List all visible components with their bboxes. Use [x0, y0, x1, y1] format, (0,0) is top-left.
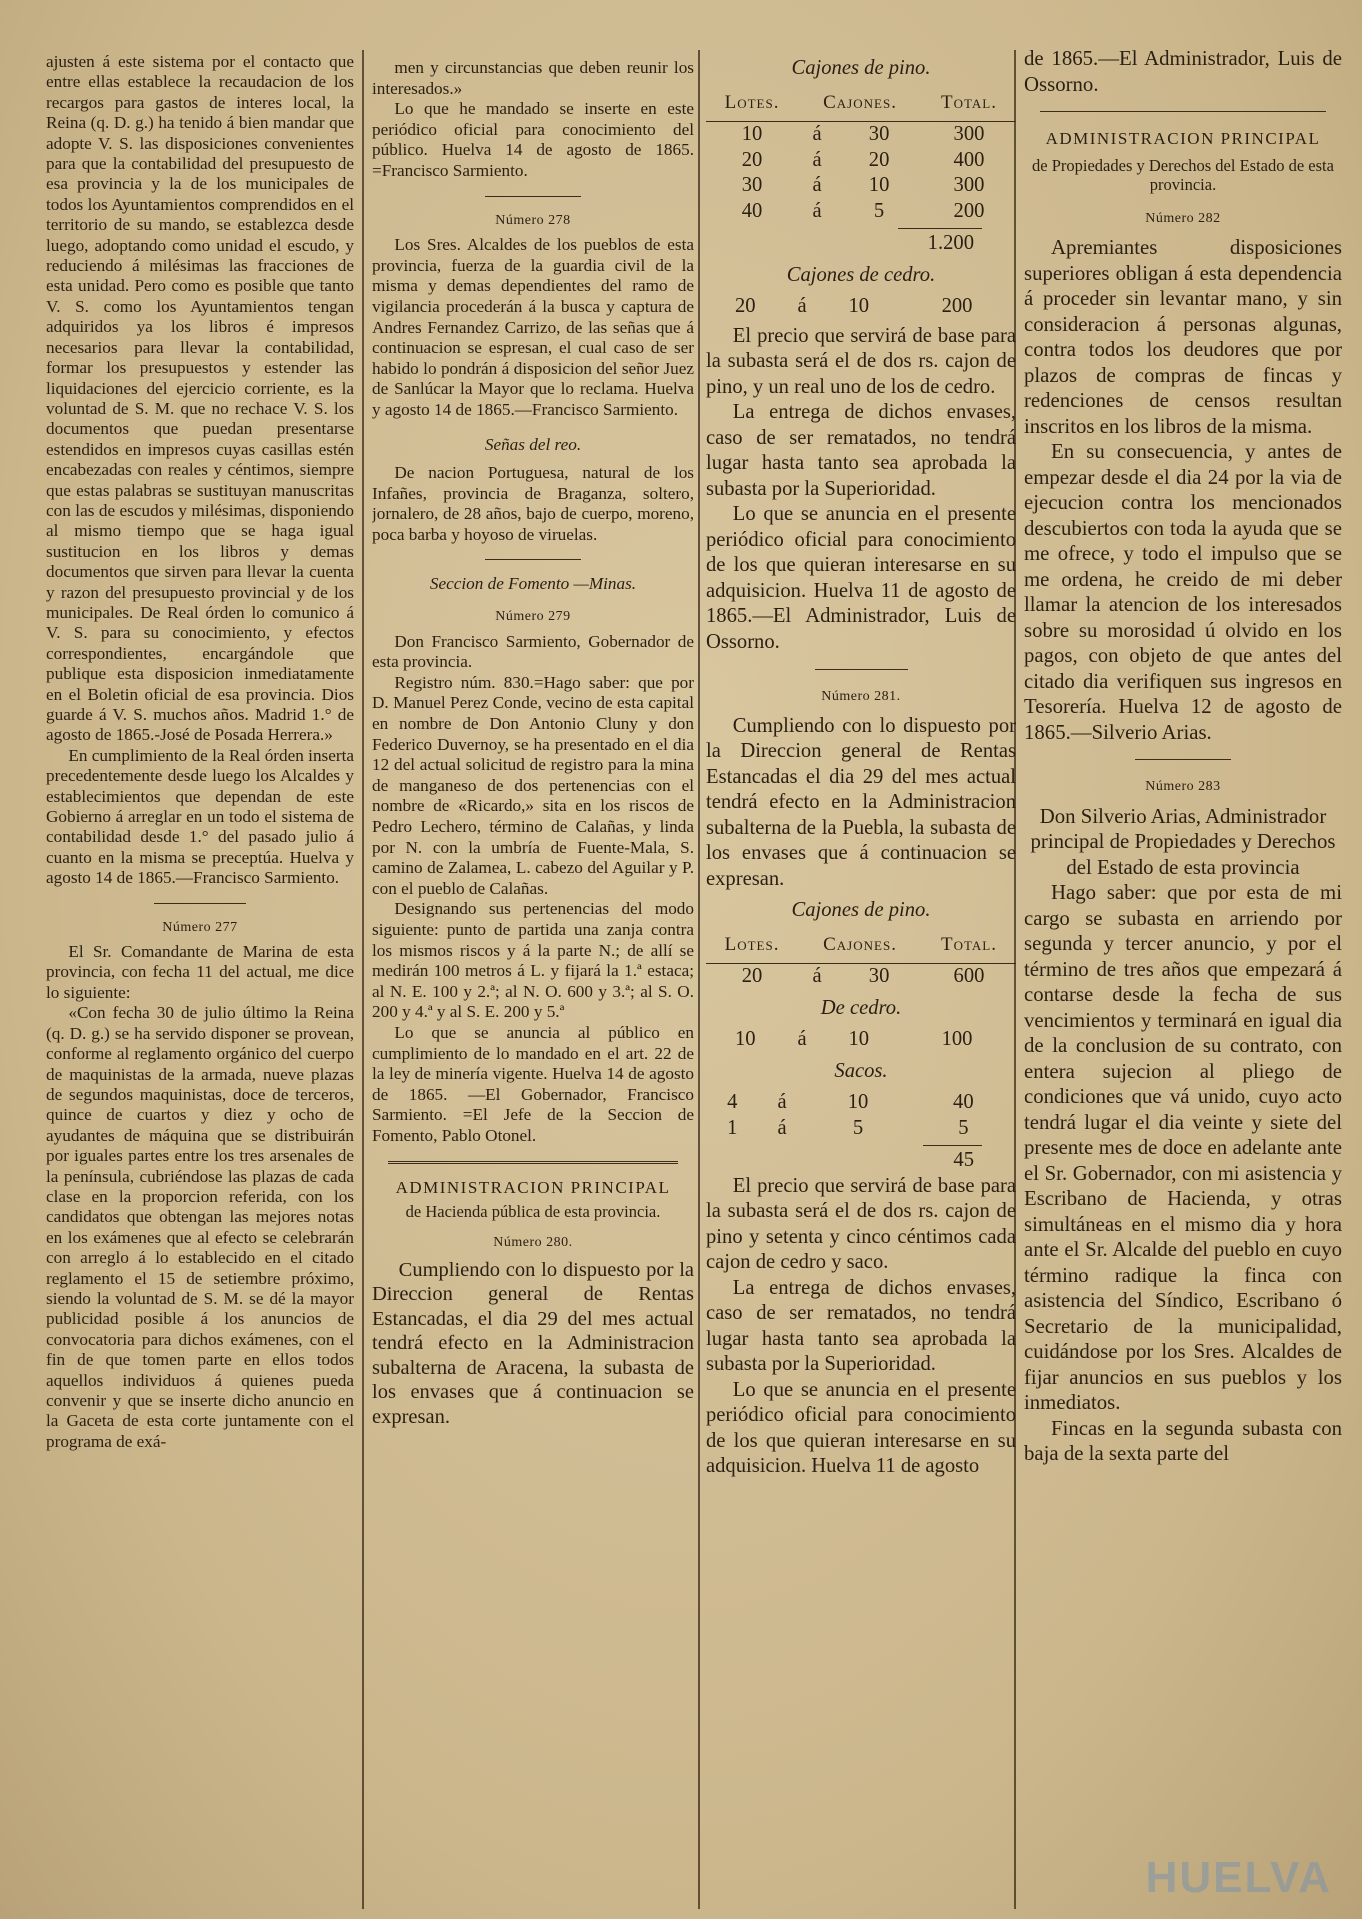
table-row — [706, 173, 1016, 199]
table-cell: 30 — [868, 123, 890, 145]
paragraph: Lo que se anuncia en el presente periódico oficial para conocimiento de los que quieran interesarse en su adquisicion. Huelva 11 de agosto — [706, 1378, 1016, 1477]
table-cell: á — [777, 1091, 787, 1113]
table-row — [706, 122, 1016, 148]
notice-number: Número 282 — [1145, 210, 1221, 226]
office-subheading: de Propiedades y Derechos del Estado de esta provincia. — [1032, 155, 1334, 194]
column-rule — [362, 50, 364, 1909]
column-header: Total. — [922, 88, 1016, 122]
table-cell: 600 — [953, 965, 985, 987]
table-cell: 30 — [868, 965, 890, 987]
paragraph: Hago saber: que por esta de mi cargo se subasta en arriendo por segunda y tercer anuncio, y por el término de tres años que empezará á contarse desde la fecha de sus vencimientos y terminará en igual dia de la conclusion de su contrato, con entera sujecion al pliego de condiciones que vá unido, cuyo acto tendrá lugar el dia veinte y siete del presente mes de doce en adelante ante el Sr. Gobernador, con mi asistencia y Escribano de Hacienda, y otras simultáneas en el mismo dia y hora ante el Sr. Alcalde del pueblo en cuyo término radique la finca con asistencia del Síndico, Escribano ó Secretario de la municipalidad, cuidándose por los Sres. Alcaldes de fijar anuncios en sus pueblos y los inmediatos. — [1024, 881, 1342, 1414]
column-header: Cajones. — [798, 88, 922, 122]
table-cell: 300 — [953, 123, 985, 145]
column-2 — [372, 58, 694, 1913]
column-header: Lotes. — [706, 88, 798, 122]
table-cell: 40 — [953, 1091, 974, 1113]
table-row — [706, 199, 1016, 225]
paragraph: Los Sres. Alcaldes de los pueblos de esta provincia, fuerza de la guardia civil de la misma y demas dependientes del ramo de vigilancia procederán á la busca y captura de Andres Fernandez Carrizo, de las señas que á continuacion se espresan, el cual caso de ser habido lo pondrán á disposicion del señor Juez de Sanlúcar la Mayor que lo reclama. Huelva y agosto 14 de 1865.—Francisco Sarmiento. — [372, 235, 694, 419]
section-heading: Señas del reo. — [484, 434, 582, 454]
paragraph: Don Silverio Arias, Administrador principal de Propiedades y Derechos del Estado de esta provincia — [1030, 804, 1336, 879]
office-heading: ADMINISTRACION PRINCIPAL — [395, 1177, 671, 1197]
table-cell: 1 — [727, 1116, 738, 1139]
table-title: Sacos. — [834, 1059, 888, 1082]
paragraph: En su consecuencia, y antes de empezar desde el dia 24 por la via de ejecucion contra los mencionados descubiertos con toda la ayuda que se me ofrece, y todo el impulso que se me ordena, he creido de mi deber llamar la atencion de los interesados sobre su morosidad ú olvido en los pagos, con objeto de que antes del citado dia verifiquen sus ingresos en Tesorería. Huelva 12 de agosto de 1865.—Silverio Arias. — [1024, 440, 1342, 744]
paragraph: Designando sus pertenencias del modo siguiente: punto de partida una zanja contra los mismos riscos y á la parte N.; de allí se medirán 100 metros á L. y fijará la 1.ª estaca; al N. E. 100 y 2.ª; al N. O. 600 y 3.ª; al S. O. 200 y 4.ª y al S. E. 200 y 5.ª — [372, 899, 694, 1022]
table-cell: 5 — [852, 1116, 864, 1139]
paragraph: En cumplimiento de la Real órden inserta precedentemente desde luego los Alcaldes y establecimientos que dependan de este Gobierno á arreglar en un todo el sistema de contabilidad desde 1.° del pasado julio á cuanto en la misma se preceptúa. Huelva y agosto 14 de 1865.—Francisco Sarmiento. — [46, 745, 354, 888]
separator — [485, 559, 582, 560]
table-cell: 40 — [741, 199, 763, 222]
table-cell: 20 — [868, 148, 890, 171]
table-row — [706, 148, 1016, 174]
table-cell: 100 — [941, 1028, 973, 1050]
column-rule — [698, 50, 700, 1909]
notice-number: Número 279 — [495, 609, 571, 625]
table-title: Cajones de pino. — [791, 57, 931, 79]
notice-number: Número 277 — [162, 919, 238, 935]
paragraph: Cumpliendo con lo dispuesto por la Direccion general de Rentas Estancadas, el dia 29 del mes actual tendrá efecto en la Administracion subalterna de Aracena, la subasta de los envases que á continuacion se expresan. — [372, 1258, 694, 1428]
table-cell: 400 — [953, 148, 985, 171]
notice-number: Número 278 — [495, 212, 571, 228]
paragraph: El precio que servirá de base para la subasta será el de dos rs. cajon de pino, y un real uno de los de cedro. — [706, 324, 1016, 398]
table-cell: 5 — [873, 199, 885, 222]
paragraph: Registro núm. 830.=Hago saber: que por D. Manuel Perez Conde, vecino de esta capital en nombre de Don Antonio Cluny y don Federico Duvernoy, se ha presentado en el dia 12 del actual solicitud de registro para la mina de manganeso de dos pertenencias con el nombre de «Ricardo,» sita en los riscos de Pedro Lechero, término de Calañas, y linda por N. con la umbría de Fuente-Mala, S. camino de Zalamea, L. cabezo del Aguilar y P. con el pueblo de Calañas. — [372, 672, 694, 898]
table-cell: 300 — [953, 174, 985, 196]
paragraph: ajusten á este sistema por el contacto que entre ellas establece la recaudacion de los recargos para gastos de interes local, la Reina (q. D. g.) ha tenido á bien mandar que adopte V. S. las disposiciones convenientes para que la contabilidad del presupuesto de esa provincia y la de los municipales de todos los Ayuntamientos comprendidos en el territorio de su mando, se establezca desde luego, adoptando como unidad el escudo, y reduciendo á milésimas las fracciones de esta unidad. Pero como es posible que tanto V. S. como los Ayuntamientos tengan adquiridos ya los libros é impresos necesarios para llevar la contabilidad, formar los presupuestos y estender las liquidaciones del ejercicio corriente, es la voluntad de S. M. que no rechace V. S. los documentos que puedan presentarse estendidos en impresos cuyas casillas estén encabezadas con reales y céntimos, siempre que estas palabras se sustituyan manuscritas con las de escudos y milésimas, disponiendo al mismo tiempo que se haga igual sustitucion en los libros y demas documentos que sirven para llevar la cuenta y razon del presupuesto provincial y de los municipales. De Real órden lo comunico á V. S. para su conocimiento, y efectos correspondientes, encargándole que publique esta disposicion inmediatamente en el Boletin oficial de esa provincia. Dios guarde á V. S. muchos años. Madrid 1.° de agosto de 1865.-José de Posada Herrera.» — [46, 52, 354, 745]
table-title: Cajones de pino. — [791, 899, 931, 921]
table-cell: 10 — [868, 174, 890, 196]
table-cell: 10 — [848, 1028, 870, 1050]
table-cell: 20 — [735, 295, 756, 317]
table-cell: á — [777, 1116, 787, 1139]
table-cell: á — [812, 965, 822, 987]
table-row — [706, 1027, 1016, 1053]
table-cell: 4 — [727, 1091, 738, 1113]
table-cell: á — [797, 1028, 807, 1050]
separator — [388, 1161, 678, 1164]
paragraph: El Sr. Comandante de Marina de esta provincia, con fecha 11 del actual, me dice lo siguiente: — [46, 942, 354, 1002]
table-cell: 30 — [741, 174, 763, 196]
table-cell: 10 — [735, 1028, 756, 1050]
paragraph: men y circunstancias que deben reunir los interesados.» — [372, 58, 694, 98]
table-cell: 200 — [953, 199, 985, 222]
table-row — [706, 1090, 1016, 1116]
paragraph: «Con fecha 30 de julio último la Reina (q. D. g.) se ha servido disponer se provean, conforme al reglamento orgánico del cuerpo de maquinistas de la armada, nueve plazas de segundos maquinistas, doce de terceros, quince de cuartos y diez y ocho de ayudantes de máquina que se distribuirán por iguales partes entre los tres arsenales de la península, cubriéndose las plazas de cada clase en la proporcion referida, con los candidatos que obtengan las mejores notas en los exámenes que al efecto se celebrarán con arreglo á lo establecido en el citado reglamento el 15 de setiembre próximo, siendo la voluntad de S. M. se dé la mayor publicidad posible á los anuncios de convocatoria para dichos exámenes, con el fin de que tomen parte en ellos todos aquellos individuos á quienes pueda convenir y que se inserte dicho anuncio en la Gaceta de esta corte juntamente con el programa de exá- — [46, 1003, 354, 1451]
paragraph: De nacion Portuguesa, natural de los Infañes, provincia de Braganza, soltero, jornalero, de 28 años, bajo de cuerpo, moreno, poca barba y hoyoso de viruelas. — [372, 463, 694, 544]
paragraph: Fincas en la segunda subasta con baja de la sexta parte del — [1024, 1416, 1342, 1465]
paragraph: Cumpliendo con lo dispuesto por la Direccion general de Rentas Estancadas el dia 29 del mes actual tendrá efecto en la Administracion subalterna de la Puebla, la subasta de los envases que á continuacion se expresan. — [706, 714, 1016, 890]
separator — [1135, 759, 1230, 760]
office-heading: ADMINISTRACION PRINCIPAL — [1045, 129, 1321, 148]
lots-table — [706, 88, 1016, 225]
library-watermark: HUELVA — [1145, 1853, 1332, 1902]
column-1 — [46, 52, 354, 1913]
table-row — [706, 964, 1016, 990]
section-heading: Seccion de Fomento —Minas. — [429, 574, 637, 594]
table-cell: á — [812, 174, 822, 196]
column-4 — [1024, 46, 1342, 1913]
table-cell: 10 — [741, 123, 763, 145]
paragraph: El precio que servirá de base para la subasta será el de dos rs. cajon de pino y setenta y cinco céntimos cada cajon de cedro y saco. — [706, 1174, 1016, 1273]
lots-table — [706, 930, 1016, 990]
table-cell: á — [812, 148, 822, 171]
table-cell: á — [812, 199, 822, 222]
paragraph: La entrega de dichos envases, caso de ser rematados, no tendrá lugar hasta tanto sea aprobada la subasta por la Superioridad. — [706, 1276, 1016, 1375]
table-cell: 10 — [847, 1091, 869, 1113]
notice-number: Número 283 — [1145, 779, 1221, 794]
paragraph: Don Francisco Sarmiento, Gobernador de esta provincia. — [372, 631, 694, 672]
table-cell: 20 — [741, 965, 763, 987]
lots-table — [706, 294, 1016, 320]
paragraph: La entrega de dichos envases, caso de ser rematados, no tendrá lugar hasta tanto sea aprobada la subasta por la Superioridad. — [706, 401, 1016, 500]
paragraph: Lo que se anuncia al público en cumplimiento de lo mandado en el art. 22 de la ley de minería vigente. Huelva 14 de agosto de 1865. —El Gobernador, Francisco Sarmiento. =El Jefe de la Seccion de Fomento, Pablo Otonel. — [372, 1022, 694, 1145]
separator — [485, 196, 582, 197]
separator — [1040, 111, 1326, 112]
table-cell: á — [797, 295, 807, 317]
column-header: Lotes. — [706, 930, 798, 964]
separator — [154, 903, 246, 904]
table-row — [706, 1116, 1016, 1142]
table-cell: 5 — [958, 1116, 969, 1139]
table-cell: á — [812, 123, 822, 145]
paragraph: de 1865.—El Administrador, Luis de Ossorno. — [1024, 47, 1342, 96]
table-total: 45 — [706, 1145, 1016, 1174]
column-header: Cajones. — [798, 930, 922, 964]
paragraph: Lo que se anuncia en el presente periódico oficial para conocimiento de los que quieran interesarse en su adquisicion. Huelva 11 de agosto de 1865.—El Administrador, Luis de Ossorno. — [706, 503, 1016, 653]
column-3 — [706, 50, 1016, 1913]
table-title: Cajones de cedro. — [786, 263, 936, 286]
table-cell: 10 — [848, 295, 870, 317]
notice-number: Número 281. — [821, 689, 901, 704]
paragraph: Apremiantes disposiciones superiores obligan á esta dependencia á proceder sin levantar mano, y sin consideracion á personas algunas, contra todos los deudores que por plazos de compras de fincas y redenciones de censos resultan inscritos en los libros de la misma. — [1024, 236, 1342, 438]
table-row — [706, 294, 1016, 320]
lots-table — [706, 1090, 1016, 1141]
paragraph: Lo que he mandado se inserte en este periódico oficial para conocimiento del público. Huelva 14 de agosto de 1865. =Francisco Sarmiento. — [372, 99, 694, 180]
office-subheading: de Hacienda pública de esta provincia. — [405, 1202, 661, 1222]
notice-number: Número 280. — [493, 1235, 573, 1251]
table-total: 1.200 — [706, 228, 1016, 257]
separator — [815, 669, 908, 670]
table-cell: 20 — [741, 148, 763, 171]
table-cell: 200 — [941, 295, 973, 317]
lots-table — [706, 1027, 1016, 1053]
column-header: Total. — [922, 930, 1016, 964]
table-title: De cedro. — [820, 996, 902, 1019]
